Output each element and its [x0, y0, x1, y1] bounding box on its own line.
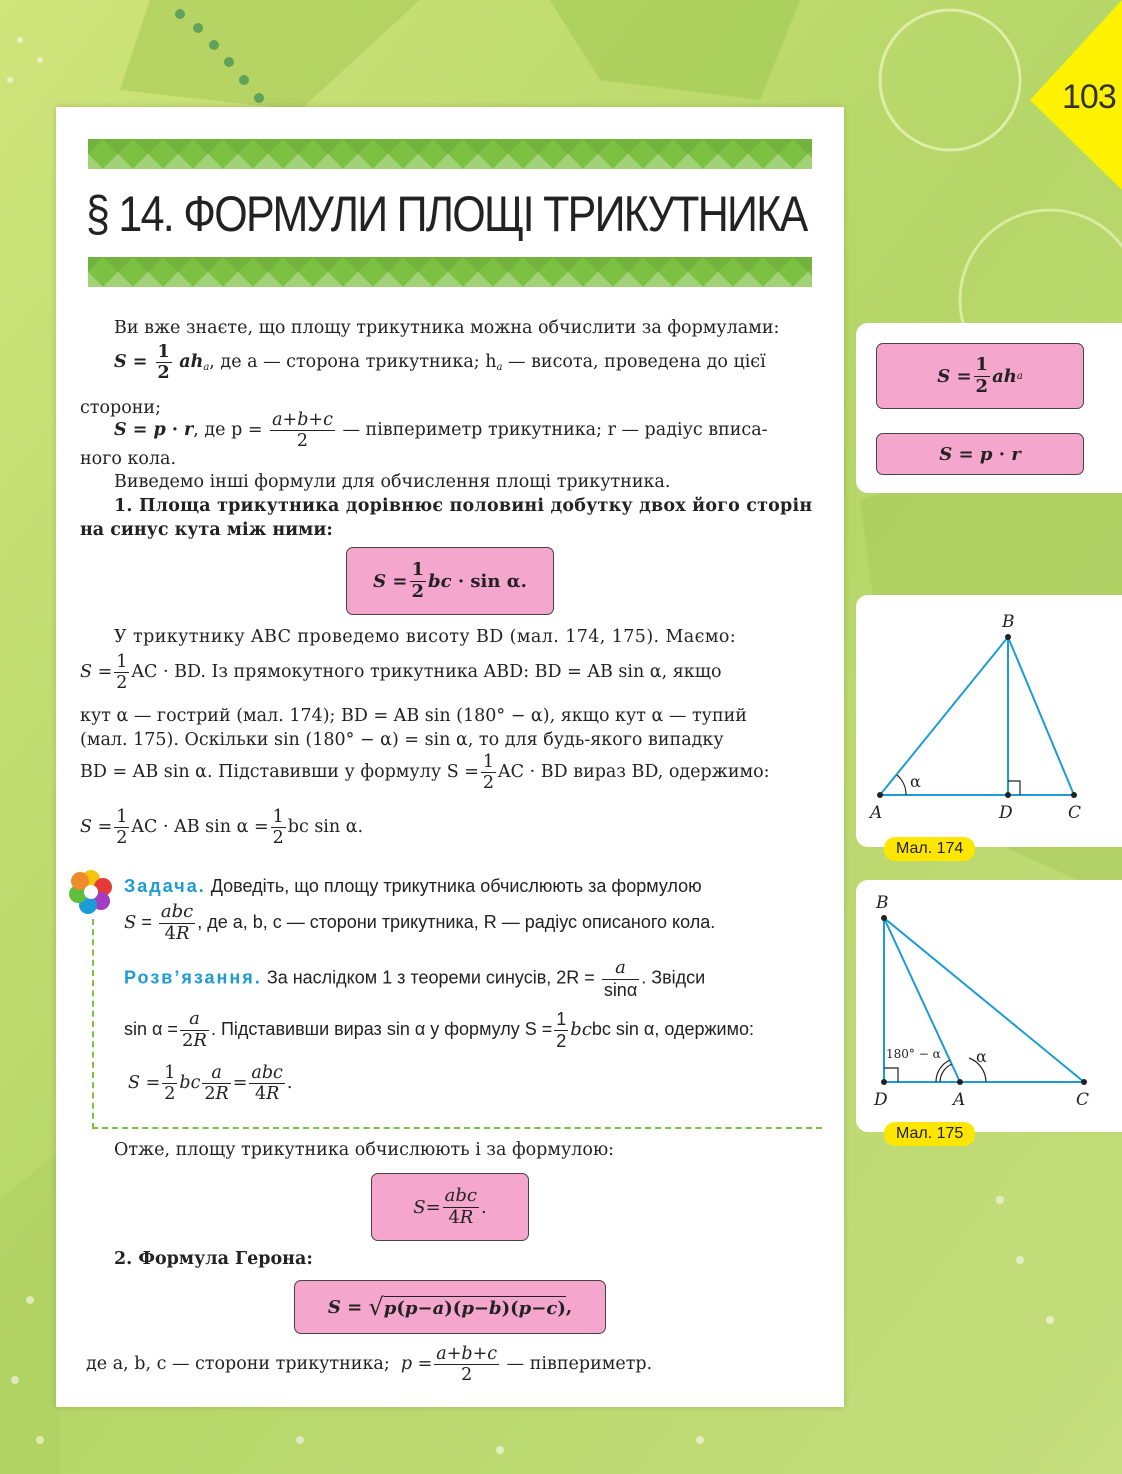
proof-line-1: У трикутнику ABC проведемо висоту BD (мал. 174, 175). Маємо:: [114, 627, 737, 647]
fig175-label-alpha: α: [976, 1047, 987, 1066]
final-line: де a, b, c — сторони трикутника; p = $\frac{a+b+c}{2}$ — півпериметр.: [86, 1344, 653, 1386]
rule1-line-2: на синус кута між ними:: [80, 520, 333, 540]
solution-line-2: sin α = $\frac{a}{2R}$ . Підставивши вираз sin α у формулу S = $\frac{1}{2}$ bcbc sin α, одержимо:: [124, 1008, 754, 1051]
proof-line-2: S = $\frac{1}{2}$ AC · BD. Із прямокутного трикутника ABD: BD = AB sin α, якщо: [80, 652, 722, 694]
fig174-label-C: C: [1068, 803, 1082, 823]
figure-175: [856, 880, 1122, 1132]
rule1-line-1: 1. Площа трикутника дорівнює половині добутку двох його сторін: [114, 496, 813, 516]
figure-174: [856, 595, 1122, 847]
intro-line-4: Виведемо інші формули для обчислення площі трикутника.: [114, 472, 671, 492]
task-border: [92, 919, 96, 1129]
side-formula-2: S = p · r: [876, 433, 1084, 475]
task-line-2: S = $\frac{\text{abc}}{4R}$ , де a, b, c — сторони трикутника, R — радіус описаного кола.: [124, 901, 716, 944]
proof-line-5-a: BD = AB sin α. Підставивши у формулу S =: [80, 762, 479, 783]
figure-174-caption: Мал. 174: [884, 837, 975, 861]
proof-line-6: S = $\frac{1}{2}$ AC · AB sin α = $\frac{1}{2}$ bc sin α.: [80, 807, 364, 849]
proof-line-4: (мал. 175). Оскільки sin (180° − α) = sin α, то для будь-якого випадку: [80, 730, 724, 750]
intro-formula-1: S = $\frac{1}{2}$ $ah_a$, де a — сторона трикутника; $h_a$ — висота, проведена до цієї: [114, 342, 766, 384]
side-formula-1: S = $\frac{1}{2}$ ah a: [876, 343, 1084, 409]
rule2-title: 2. Формула Герона:: [114, 1249, 313, 1269]
fig175-label-B: B: [876, 893, 889, 913]
intro-formula-2: S = p · r, де p = $\frac{a+b+c}{2}$ — півпериметр трикутника; r — радіус вписа-: [114, 410, 768, 452]
formula-box-abc: S = $\frac{\text{abc}}{4R}$ .: [371, 1173, 529, 1241]
title-stripe-top: [88, 139, 812, 169]
proof-line-5-b: AC · BD вираз BD, одержимо:: [498, 762, 770, 783]
proof-line-5: BD = AB sin α. Підставивши у формулу S = $\frac{1}{2}$ AC · BD вираз BD, одержимо:: [80, 752, 770, 794]
intro-f2-desc2: — півпериметр трикутника; r — радіус вписа-: [342, 420, 768, 441]
proof-line-6-b: bc sin α.: [287, 817, 364, 838]
intro-f2-desc: , де p =: [193, 420, 263, 441]
side-card-formulas: [856, 323, 1122, 493]
page-number: 103: [1062, 78, 1116, 116]
solution-text-1b: . Звідси: [641, 967, 706, 988]
formula-box-sin: S = $\frac{1}{2}$ bc · sin α.: [346, 547, 554, 615]
fig174-label-B: B: [1002, 612, 1015, 632]
fig175-label-A: A: [953, 1090, 966, 1110]
figure-174-card: [856, 595, 1122, 857]
task-text-2: , де a, b, c — сторони трикутника, R — радіус описаного кола.: [197, 911, 716, 932]
solution-line-3: S = $\frac{1}{2}$ bc $\frac{a}{2R}$ = $\frac{\text{abc}}{4R}$ .: [128, 1063, 293, 1105]
intro-f1-desc2: — висота, проведена до цієї: [502, 352, 766, 373]
final-text-b: — півпериметр.: [506, 1354, 653, 1375]
solution-text-2a: sin α =: [124, 1018, 178, 1039]
main-content: [56, 107, 844, 1407]
proof-line-3: кут α — гострий (мал. 174); BD = AB sin (180° − α), якщо кут α — тупий: [80, 706, 747, 726]
solution-text-2b: . Підставивши вираз sin α у формулу S =: [210, 1018, 553, 1039]
task-text: Доведіть, що площу трикутника обчислюють за формулою: [210, 876, 702, 896]
fig175-label-D: D: [874, 1090, 888, 1110]
intro-text-1: Ви вже знаєте, що площу трикутника можна обчислити за формулами:: [114, 318, 780, 338]
final-text-a: де a, b, c — сторони трикутника;: [86, 1354, 390, 1375]
formula-box-heron: S = √ p(p−a)(p−b)(p−c) ,: [294, 1280, 606, 1334]
figure-175-card: [856, 880, 1122, 1142]
fig175-label-180-alpha: 180° − α: [886, 1047, 941, 1061]
intro-line-1: [114, 317, 779, 339]
title-stripe-bottom: [88, 257, 812, 287]
intro-f1-desc: , де a — сторона трикутника; h: [209, 352, 497, 373]
section-title: § 14. ФОРМУЛИ ПЛОЩІ ТРИКУТНИКА: [86, 186, 807, 242]
intro-line-3b: ного кола.: [80, 449, 177, 469]
proof-line-6-a: AC · AB sin α =: [131, 817, 269, 838]
intro-line-2b: сторони;: [80, 398, 161, 418]
figure-175-caption: Мал. 175: [884, 1122, 975, 1146]
task-bottom-border: [92, 1127, 822, 1129]
solution-text-2c: bc sin α, одержимо:: [591, 1018, 754, 1039]
fig174-label-D: D: [999, 803, 1013, 823]
fraction-semi-perimeter: $\frac{a+b+c}{2}$: [272, 410, 333, 452]
fig174-label-A: A: [870, 803, 883, 823]
flower-icon: [66, 867, 116, 917]
proof-line-2-text: AC · BD. Із прямокутного трикутника ABD: BD = AB sin α, якщо: [131, 662, 722, 683]
task-label: Задача.: [124, 876, 206, 896]
fig174-label-alpha: α: [910, 772, 921, 791]
conclusion-line: Отже, площу трикутника обчислюють і за формулою:: [114, 1140, 615, 1160]
solution-label: Розв’язання.: [124, 967, 262, 988]
solution-text-1: За наслідком 1 з теореми синусів, 2R =: [266, 967, 595, 988]
task-line-1: [124, 875, 702, 897]
solution-line-1: Розв’язання. За наслідком 1 з теореми синусів, 2R = $\frac{a}{\sin\alpha}$ . Звідси: [124, 957, 706, 1000]
fig175-label-C: C: [1076, 1090, 1090, 1110]
fraction-half: $\frac{1}{2}$: [157, 342, 170, 384]
